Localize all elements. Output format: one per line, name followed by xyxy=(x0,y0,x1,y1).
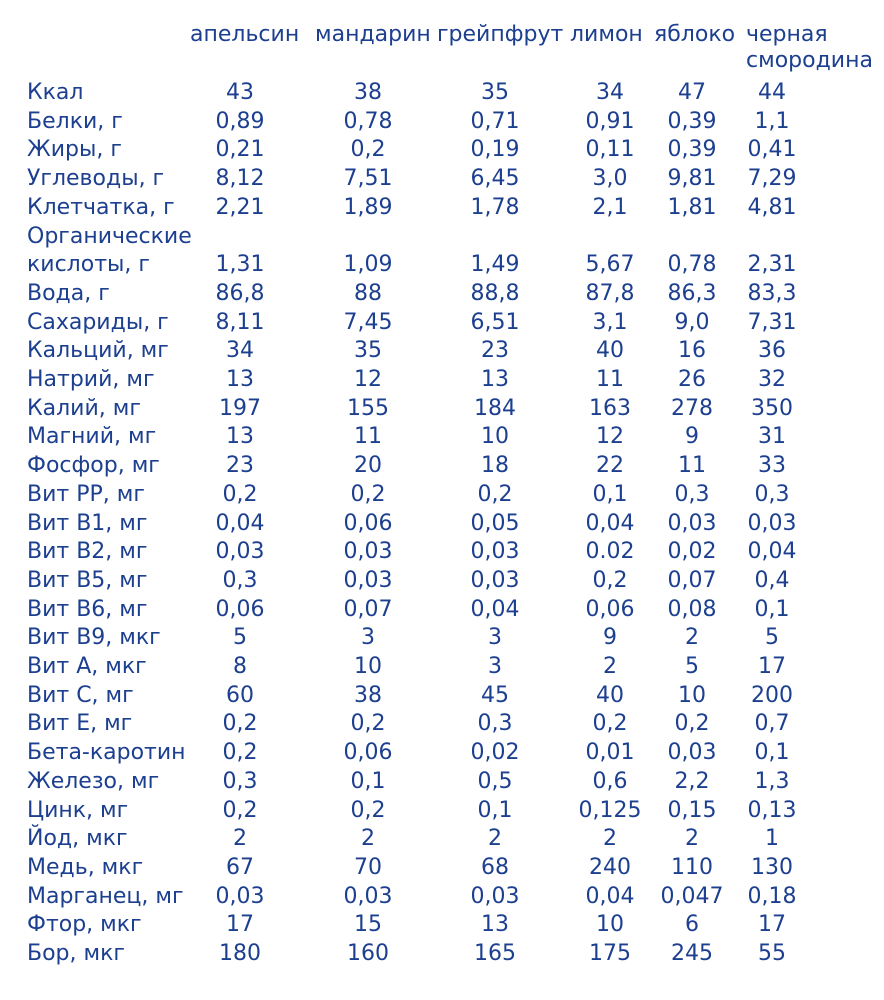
table-cell-mandarin: 38 xyxy=(354,80,382,105)
table-cell-apple: 0,2 xyxy=(674,711,710,737)
table-cell-apple: 26 xyxy=(678,367,706,392)
table-cell-apple: 0,03 xyxy=(667,510,717,536)
table-cell-orange: 13 xyxy=(226,424,254,450)
table-cell-grapefruit: 13 xyxy=(481,367,509,392)
column-header-line: грейпфрут xyxy=(437,22,564,47)
table-cell-mandarin: 15 xyxy=(354,912,382,938)
row-label: Ккал xyxy=(27,80,84,105)
table-cell-apple: 0,07 xyxy=(667,567,717,593)
table-cell-grapefruit: 0,03 xyxy=(470,539,520,565)
table-cell-grapefruit: 68 xyxy=(481,854,509,880)
table-cell-mandarin: 1,89 xyxy=(343,194,393,220)
table-cell-grapefruit: 184 xyxy=(474,395,516,421)
table-cell-mandarin: 0,78 xyxy=(343,108,393,134)
table-cell-mandarin: 35 xyxy=(354,338,382,364)
row-label: Фосфор, мг xyxy=(27,453,160,479)
row-label: Бор, мкг xyxy=(27,941,125,966)
row-label: Йод, мкг xyxy=(27,826,128,852)
row-label: Вит B1, мг xyxy=(27,510,148,536)
column-header-apple xyxy=(654,22,735,48)
table-cell-blackcurrant: 0,41 xyxy=(747,137,797,163)
table-cell-blackcurrant: 32 xyxy=(758,367,786,392)
table-cell-lemon: 0,06 xyxy=(585,596,635,622)
table-cell-grapefruit: 0,04 xyxy=(470,596,520,622)
row-label: Цинк, мг xyxy=(27,797,129,823)
row-label: Вит B5, мг xyxy=(27,567,148,593)
table-cell-lemon: 5,67 xyxy=(585,252,635,278)
table-cell-orange: 0,2 xyxy=(222,481,258,507)
table-cell-apple: 0,39 xyxy=(667,108,717,134)
table-cell-orange: 8,11 xyxy=(215,309,265,335)
table-cell-lemon: 0,6 xyxy=(592,768,628,794)
table-cell-mandarin: 0,07 xyxy=(343,596,393,622)
table-cell-orange: 2 xyxy=(233,826,247,852)
column-header-blackcurrant xyxy=(746,22,873,74)
table-cell-mandarin: 88 xyxy=(354,280,382,306)
table-cell-blackcurrant: 44 xyxy=(758,80,786,105)
table-cell-apple: 278 xyxy=(671,395,713,421)
table-cell-blackcurrant: 1 xyxy=(765,826,779,852)
table-cell-apple: 245 xyxy=(671,941,713,966)
table-cell-mandarin: 2 xyxy=(361,826,375,852)
row-label: Вит A, мкг xyxy=(27,654,147,679)
table-cell-mandarin: 38 xyxy=(354,682,382,708)
row-label: Железо, мг xyxy=(27,768,160,794)
table-cell-orange: 86,8 xyxy=(215,280,265,306)
table-cell-lemon: 0,04 xyxy=(585,883,635,909)
table-cell-grapefruit: 0,1 xyxy=(477,797,513,823)
table-cell-grapefruit: 88,8 xyxy=(470,280,520,306)
row-label: Марганец, мг xyxy=(27,883,184,909)
table-cell-lemon: 10 xyxy=(596,912,624,938)
table-cell-grapefruit: 165 xyxy=(474,941,516,966)
table-cell-grapefruit: 0,71 xyxy=(470,108,520,134)
table-cell-lemon: 175 xyxy=(589,941,631,966)
table-cell-lemon: 40 xyxy=(596,682,624,708)
column-header-orange xyxy=(190,22,299,48)
row-label: Медь, мкг xyxy=(27,854,144,880)
column-header-lemon xyxy=(570,22,643,48)
table-cell-lemon: 0,91 xyxy=(585,108,635,134)
table-cell-orange: 17 xyxy=(226,912,254,938)
table-cell-lemon: 11 xyxy=(596,367,624,392)
table-cell-blackcurrant: 0,18 xyxy=(747,883,797,909)
column-header-mandarin xyxy=(315,22,431,48)
column-header-line: апельсин xyxy=(190,22,300,47)
row-label: Вит E, мг xyxy=(27,711,133,737)
table-cell-orange: 0,2 xyxy=(222,797,258,823)
table-cell-blackcurrant: 0,03 xyxy=(747,510,797,536)
table-cell-blackcurrant: 0,3 xyxy=(754,481,790,507)
table-cell-grapefruit: 1,78 xyxy=(470,194,520,220)
column-header-line: мандарин xyxy=(315,22,431,47)
column-header-line: лимон xyxy=(570,22,643,47)
table-cell-grapefruit: 0,2 xyxy=(477,481,513,507)
table-cell-apple: 9,81 xyxy=(667,166,717,192)
table-cell-mandarin: 160 xyxy=(347,941,389,966)
table-cell-blackcurrant: 0,7 xyxy=(754,711,790,737)
table-cell-blackcurrant: 1,1 xyxy=(754,108,790,134)
table-cell-mandarin: 20 xyxy=(354,453,382,479)
table-cell-apple: 47 xyxy=(678,80,706,105)
row-label: Калий, мг xyxy=(27,395,141,421)
row-label: Бета-каротин xyxy=(27,740,186,766)
table-cell-lemon: 0,1 xyxy=(592,481,628,507)
row-label: Сахариды, г xyxy=(27,309,169,335)
column-header-grapefruit xyxy=(437,22,563,48)
table-cell-mandarin: 0,03 xyxy=(343,539,393,565)
row-label: Магний, мг xyxy=(27,424,157,450)
table-cell-grapefruit: 18 xyxy=(481,453,509,479)
table-cell-blackcurrant: 5 xyxy=(765,625,779,651)
row-label: Вит B9, мкг xyxy=(27,625,161,651)
table-cell-grapefruit: 2 xyxy=(488,826,502,852)
table-cell-blackcurrant: 31 xyxy=(758,424,786,450)
table-cell-mandarin: 0,2 xyxy=(350,137,386,163)
table-cell-orange: 34 xyxy=(226,338,254,364)
row-label: Вит B2, мг xyxy=(27,539,148,565)
table-cell-apple: 9,0 xyxy=(674,309,710,335)
table-cell-apple: 1,81 xyxy=(667,194,717,220)
table-cell-apple: 11 xyxy=(678,453,706,479)
table-cell-grapefruit: 0,02 xyxy=(470,740,520,766)
table-cell-apple: 2 xyxy=(685,625,699,651)
table-cell-orange: 8 xyxy=(233,654,247,679)
table-cell-grapefruit: 0,5 xyxy=(477,768,513,794)
table-cell-mandarin: 3 xyxy=(361,625,375,651)
table-cell-apple: 86,3 xyxy=(667,280,717,306)
table-cell-orange: 67 xyxy=(226,854,254,880)
table-cell-blackcurrant: 2,31 xyxy=(747,252,797,278)
table-cell-blackcurrant: 0,13 xyxy=(747,797,797,823)
table-cell-grapefruit: 0,03 xyxy=(470,883,520,909)
table-cell-apple: 0,39 xyxy=(667,137,717,163)
table-cell-lemon: 0,01 xyxy=(585,740,635,766)
column-header-line: черная xyxy=(746,22,828,47)
table-cell-apple: 0,78 xyxy=(667,252,717,278)
table-cell-grapefruit: 23 xyxy=(481,338,509,364)
table-cell-orange: 5 xyxy=(233,625,247,651)
row-label: Вода, г xyxy=(27,280,110,306)
table-cell-mandarin: 7,45 xyxy=(343,309,393,335)
table-cell-mandarin: 0,1 xyxy=(350,768,386,794)
table-cell-orange: 0,06 xyxy=(215,596,265,622)
table-cell-lemon: 9 xyxy=(603,625,617,651)
table-cell-orange: 60 xyxy=(226,682,254,708)
table-cell-lemon: 3,1 xyxy=(592,309,628,335)
table-cell-lemon: 0,125 xyxy=(578,797,642,823)
table-cell-apple: 0,02 xyxy=(667,539,717,565)
table-cell-grapefruit: 0,03 xyxy=(470,567,520,593)
table-cell-apple: 6 xyxy=(685,912,699,938)
table-cell-lemon: 3,0 xyxy=(592,166,628,192)
table-cell-mandarin: 1,09 xyxy=(343,252,393,278)
table-cell-lemon: 240 xyxy=(589,854,631,880)
table-cell-mandarin: 70 xyxy=(354,854,382,880)
column-header-line: яблоко xyxy=(654,22,736,47)
table-cell-blackcurrant: 200 xyxy=(751,682,793,708)
table-cell-apple: 16 xyxy=(678,338,706,364)
table-cell-lemon: 0,2 xyxy=(592,711,628,737)
row-label: Клетчатка, г xyxy=(27,194,175,220)
row-label: Жиры, г xyxy=(27,137,122,163)
table-cell-mandarin: 11 xyxy=(354,424,382,450)
table-cell-blackcurrant: 0,1 xyxy=(754,596,790,622)
table-cell-grapefruit: 10 xyxy=(481,424,509,450)
table-cell-apple: 2,2 xyxy=(674,768,710,794)
table-cell-grapefruit: 0,19 xyxy=(470,137,520,163)
table-cell-blackcurrant: 0,04 xyxy=(747,539,797,565)
row-label: Вит PP, мг xyxy=(27,481,145,507)
table-cell-orange: 23 xyxy=(226,453,254,479)
column-header-line: смородина xyxy=(746,48,873,73)
table-cell-blackcurrant: 350 xyxy=(751,395,793,421)
row-label-continued: кислоты, г xyxy=(27,252,150,278)
table-cell-orange: 0,3 xyxy=(222,768,258,794)
table-cell-orange: 0,89 xyxy=(215,108,265,134)
table-cell-orange: 0,03 xyxy=(215,539,265,565)
table-cell-blackcurrant: 17 xyxy=(758,912,786,938)
table-cell-blackcurrant: 1,3 xyxy=(754,768,790,794)
row-label: Белки, г xyxy=(27,108,123,134)
table-cell-lemon: 40 xyxy=(596,338,624,364)
table-cell-apple: 110 xyxy=(671,854,713,880)
table-cell-mandarin: 12 xyxy=(354,367,382,392)
row-label: Фтор, мкг xyxy=(27,912,142,938)
table-cell-orange: 0,3 xyxy=(222,567,258,593)
table-cell-blackcurrant: 130 xyxy=(751,854,793,880)
table-cell-lemon: 0,2 xyxy=(592,567,628,593)
table-cell-mandarin: 0,2 xyxy=(350,711,386,737)
table-cell-grapefruit: 0,3 xyxy=(477,711,513,737)
table-cell-grapefruit: 0,05 xyxy=(470,510,520,536)
table-cell-grapefruit: 3 xyxy=(488,625,502,651)
table-cell-orange: 8,12 xyxy=(215,166,265,192)
table-cell-lemon: 12 xyxy=(596,424,624,450)
table-cell-lemon: 0,04 xyxy=(585,510,635,536)
table-cell-orange: 13 xyxy=(226,367,254,392)
table-cell-lemon: 87,8 xyxy=(585,280,635,306)
table-cell-apple: 0,3 xyxy=(674,481,710,507)
table-cell-blackcurrant: 7,31 xyxy=(747,309,797,335)
table-cell-grapefruit: 45 xyxy=(481,682,509,708)
table-cell-blackcurrant: 83,3 xyxy=(747,280,797,306)
table-cell-apple: 2 xyxy=(685,826,699,852)
table-cell-blackcurrant: 55 xyxy=(758,941,786,966)
table-cell-mandarin: 155 xyxy=(347,395,389,421)
table-cell-orange: 180 xyxy=(219,941,261,966)
table-cell-blackcurrant: 33 xyxy=(758,453,786,479)
table-cell-orange: 0,21 xyxy=(215,137,265,163)
table-cell-blackcurrant: 0,1 xyxy=(754,740,790,766)
table-cell-lemon: 0,11 xyxy=(585,137,635,163)
row-label: Натрий, мг xyxy=(27,367,155,392)
row-label: Вит B6, мг xyxy=(27,596,148,622)
table-cell-mandarin: 0,03 xyxy=(343,567,393,593)
row-label: Кальций, мг xyxy=(27,338,169,364)
table-cell-lemon: 0.02 xyxy=(585,539,635,565)
table-cell-orange: 1,31 xyxy=(215,252,265,278)
table-cell-lemon: 2 xyxy=(603,826,617,852)
table-cell-orange: 0,04 xyxy=(215,510,265,536)
table-cell-lemon: 22 xyxy=(596,453,624,479)
table-cell-orange: 43 xyxy=(226,80,254,105)
table-cell-apple: 0,08 xyxy=(667,596,717,622)
table-cell-orange: 2,21 xyxy=(215,194,265,220)
table-cell-grapefruit: 3 xyxy=(488,654,502,679)
table-cell-grapefruit: 13 xyxy=(481,912,509,938)
table-cell-orange: 0,2 xyxy=(222,711,258,737)
row-label: Органические xyxy=(27,223,192,249)
table-cell-orange: 0,2 xyxy=(222,740,258,766)
table-cell-apple: 10 xyxy=(678,682,706,708)
table-cell-orange: 0,03 xyxy=(215,883,265,909)
table-cell-apple: 0,047 xyxy=(660,883,724,909)
table-cell-blackcurrant: 4,81 xyxy=(747,194,797,220)
table-cell-mandarin: 0,2 xyxy=(350,481,386,507)
table-cell-lemon: 2,1 xyxy=(592,194,628,220)
table-cell-mandarin: 0,06 xyxy=(343,740,393,766)
table-cell-lemon: 163 xyxy=(589,395,631,421)
table-cell-blackcurrant: 7,29 xyxy=(747,166,797,192)
table-cell-mandarin: 0,06 xyxy=(343,510,393,536)
table-cell-orange: 197 xyxy=(219,395,261,421)
table-cell-blackcurrant: 0,4 xyxy=(754,567,790,593)
table-cell-grapefruit: 35 xyxy=(481,80,509,105)
table-cell-grapefruit: 1,49 xyxy=(470,252,520,278)
table-cell-mandarin: 0,03 xyxy=(343,883,393,909)
table-cell-grapefruit: 6,45 xyxy=(470,166,520,192)
table-cell-blackcurrant: 17 xyxy=(758,654,786,679)
table-cell-grapefruit: 6,51 xyxy=(470,309,520,335)
row-label: Вит C, мг xyxy=(27,682,134,708)
table-cell-mandarin: 7,51 xyxy=(343,166,393,192)
table-cell-apple: 5 xyxy=(685,654,699,679)
table-cell-lemon: 34 xyxy=(596,80,624,105)
table-cell-mandarin: 0,2 xyxy=(350,797,386,823)
table-cell-apple: 9 xyxy=(685,424,699,450)
table-cell-mandarin: 10 xyxy=(354,654,382,679)
table-cell-blackcurrant: 36 xyxy=(758,338,786,364)
table-cell-apple: 0,15 xyxy=(667,797,717,823)
table-cell-lemon: 2 xyxy=(603,654,617,679)
table-cell-apple: 0,03 xyxy=(667,740,717,766)
row-label: Углеводы, г xyxy=(27,166,165,192)
